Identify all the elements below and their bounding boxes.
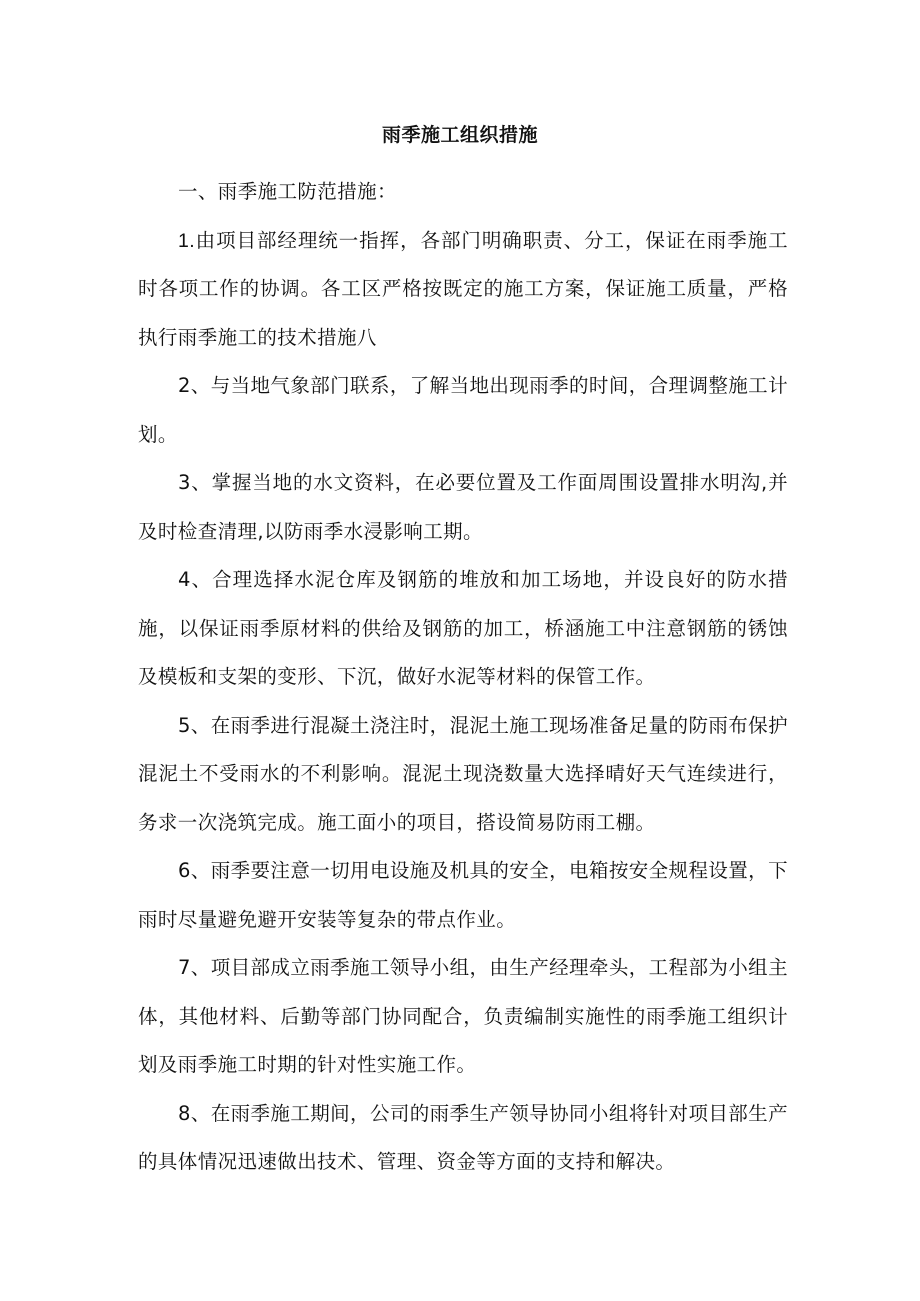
paragraph-number: 1. (178, 229, 196, 252)
paragraph-text: 合理选择水泥仓库及钢筋的堆放和加工场地，并设良好的防水措施，以保证雨季原材料的供给及钢筋的加工，桥涵施工中注意钢筋的锈蚀及模板和支架的变形、下沉，做好水泥等材料的保管工作。 (138, 568, 788, 688)
paragraph-text: 项目部成立雨季施工领导小组，由生产经理牵头，工程部为小组主体，其他材料、后勤等部门协同配合，负责编制实施性的雨季施工组织计划及雨季施工时期的针对性实施工作。 (138, 956, 788, 1076)
paragraph-2 (138, 362, 788, 459)
paragraph-number: 5、 (178, 713, 211, 737)
paragraph-1 (138, 217, 788, 363)
paragraph-text: 在雨季施工期间，公司的雨季生产领导协同小组将针对项目部生产的具体情况迅速做出技术、管理、资金等方面的支持和解决。 (138, 1101, 788, 1173)
paragraph-3 (138, 459, 788, 556)
paragraph-number: 7、 (178, 956, 211, 979)
paragraph-text: 与当地气象部门联系，了解当地出现雨季的时间，合理调整施工计划。 (138, 374, 788, 446)
paragraph-5 (138, 702, 788, 848)
paragraph-4 (138, 556, 788, 702)
paragraph-number: 3、 (178, 471, 212, 494)
paragraph-7 (138, 944, 788, 1090)
document-title: 雨季施工组织措施 (381, 124, 538, 146)
paragraph-text: 在雨季进行混凝土浇注时，混泥土施工现场准备足量的防雨布保护混泥土不受雨水的不利影响。混泥土现浇数量大选择晴好天气连续进行，务求一次浇筑完成。施工面小的项目，搭设简易防雨工棚。 (138, 713, 788, 834)
paragraph-8 (138, 1090, 788, 1187)
document-body (138, 168, 788, 1187)
paragraph-number: 2、 (178, 374, 211, 397)
section-heading: 一、雨季施工防范措施： (178, 180, 397, 203)
paragraph-number: 8、 (178, 1101, 211, 1125)
paragraph-number: 6、 (178, 859, 211, 882)
paragraph-text: 掌握当地的水文资料，在必要位置及工作面周围设置排水明沟,并及时检查清理,以防雨季水浸影响工期。 (138, 471, 788, 543)
paragraph-number: 4、 (178, 568, 213, 591)
paragraph-text: 由项目部经理统一指挥，各部门明确职责、分工，保证在雨季施工时各项工作的协调。各工区严格按既定的施工方案，保证施工质量，严格执行雨季施工的技术措施八 (138, 228, 788, 349)
paragraph-text: 雨季要注意一切用电设施及机具的安全，电箱按安全规程设置，下雨时尽量避免避开安装等复杂的带点作业。 (138, 859, 788, 931)
paragraph-6 (138, 847, 788, 944)
